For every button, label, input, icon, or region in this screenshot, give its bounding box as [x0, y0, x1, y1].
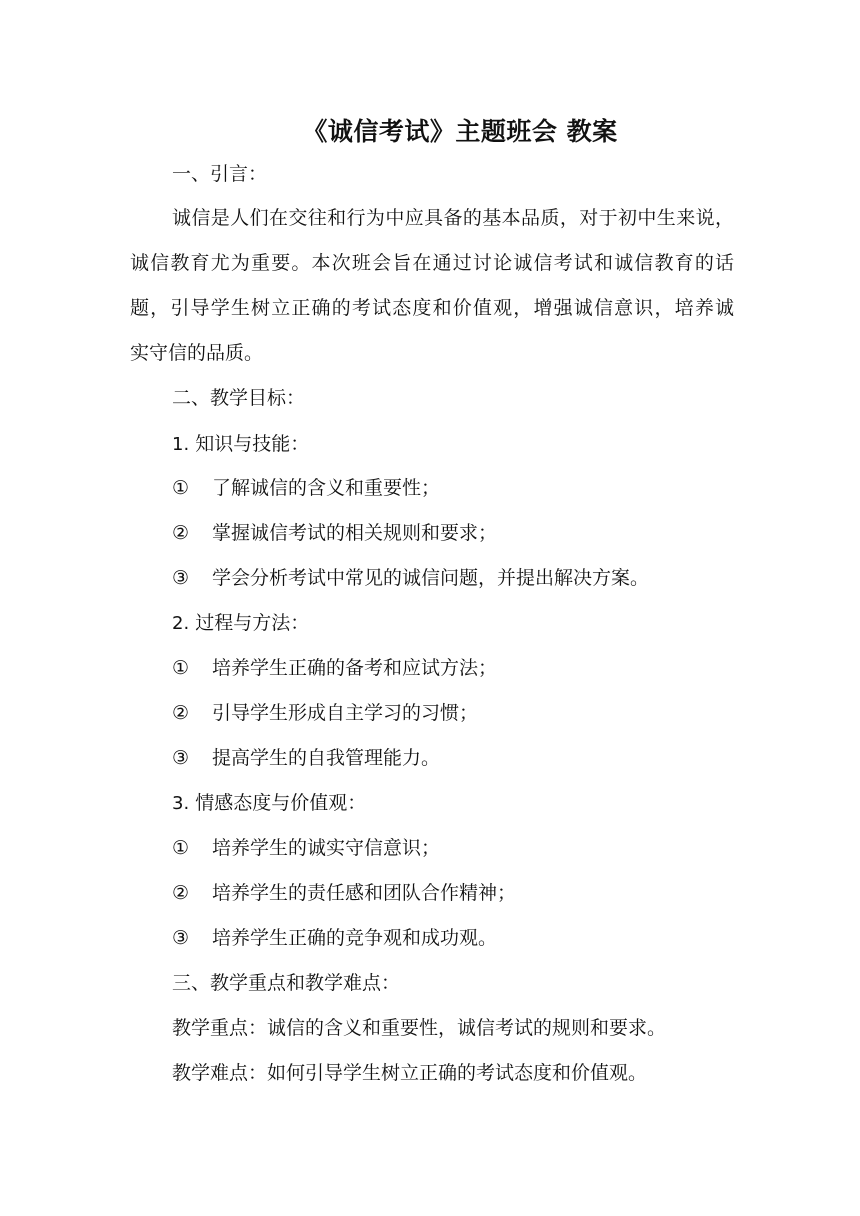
objective-item	[172, 475, 440, 501]
section-heading-key-points: 三、教学重点和教学难点：	[172, 972, 401, 994]
group-number: 1.	[172, 434, 190, 455]
objective-item	[172, 655, 497, 681]
intro-paragraph-line: 题，引导学生树立正确的考试态度和价值观，增强诚信意识，培养诚	[130, 297, 734, 319]
objective-item	[172, 520, 497, 546]
objective-item	[172, 700, 478, 726]
item-text: 培养学生正确的备考和应试方法；	[212, 657, 498, 679]
item-marker: ②	[172, 522, 190, 544]
item-text: 培养学生正确的竞争观和成功观。	[212, 927, 498, 949]
item-text: 学会分析考试中常见的诚信问题，并提出解决方案。	[212, 567, 650, 589]
item-marker: ①	[172, 657, 190, 679]
item-marker: ①	[172, 837, 190, 859]
item-text: 提高学生的自我管理能力。	[212, 747, 441, 769]
item-text: 了解诚信的含义和重要性；	[212, 477, 441, 499]
objective-group-heading	[172, 431, 309, 458]
item-marker: ③	[172, 747, 190, 769]
objective-item	[172, 565, 649, 591]
objective-group-heading	[172, 790, 366, 817]
group-label: 过程与方法：	[195, 612, 310, 634]
section-heading-intro: 一、引言：	[172, 163, 268, 185]
objective-item	[172, 880, 516, 906]
objective-item	[172, 925, 497, 951]
group-label: 情感态度与价值观：	[195, 792, 367, 814]
item-text: 引导学生形成自主学习的习惯；	[212, 702, 479, 724]
item-marker: ②	[172, 702, 190, 724]
objective-item	[172, 835, 440, 861]
objective-group-heading	[172, 610, 309, 637]
intro-paragraph-line: 实守信的品质。	[130, 342, 264, 364]
section-heading-objectives: 二、教学目标：	[172, 387, 306, 409]
intro-paragraph-line: 诚信是人们在交往和行为中应具备的基本品质，对于初中生来说，	[172, 207, 734, 229]
intro-paragraph-line: 诚信教育尤为重要。本次班会旨在通过讨论诚信考试和诚信教育的话	[130, 252, 734, 274]
group-number: 2.	[172, 613, 190, 634]
item-marker: ③	[172, 567, 190, 589]
item-marker: ③	[172, 927, 190, 949]
teaching-focus: 教学重点：诚信的含义和重要性，诚信考试的规则和要求。	[172, 1017, 667, 1039]
teaching-difficulty: 教学难点：如何引导学生树立正确的考试态度和价值观。	[172, 1062, 648, 1084]
item-text: 培养学生的责任感和团队合作精神；	[212, 882, 517, 904]
item-text: 掌握诚信考试的相关规则和要求；	[212, 522, 498, 544]
group-number: 3.	[172, 793, 190, 814]
item-marker: ①	[172, 477, 190, 499]
item-text: 培养学生的诚实守信意识；	[212, 837, 441, 859]
group-label: 知识与技能：	[195, 433, 310, 455]
objective-item	[172, 745, 440, 771]
document-title: 《诚信考试》主题班会 教案	[302, 117, 618, 146]
item-marker: ②	[172, 882, 190, 904]
